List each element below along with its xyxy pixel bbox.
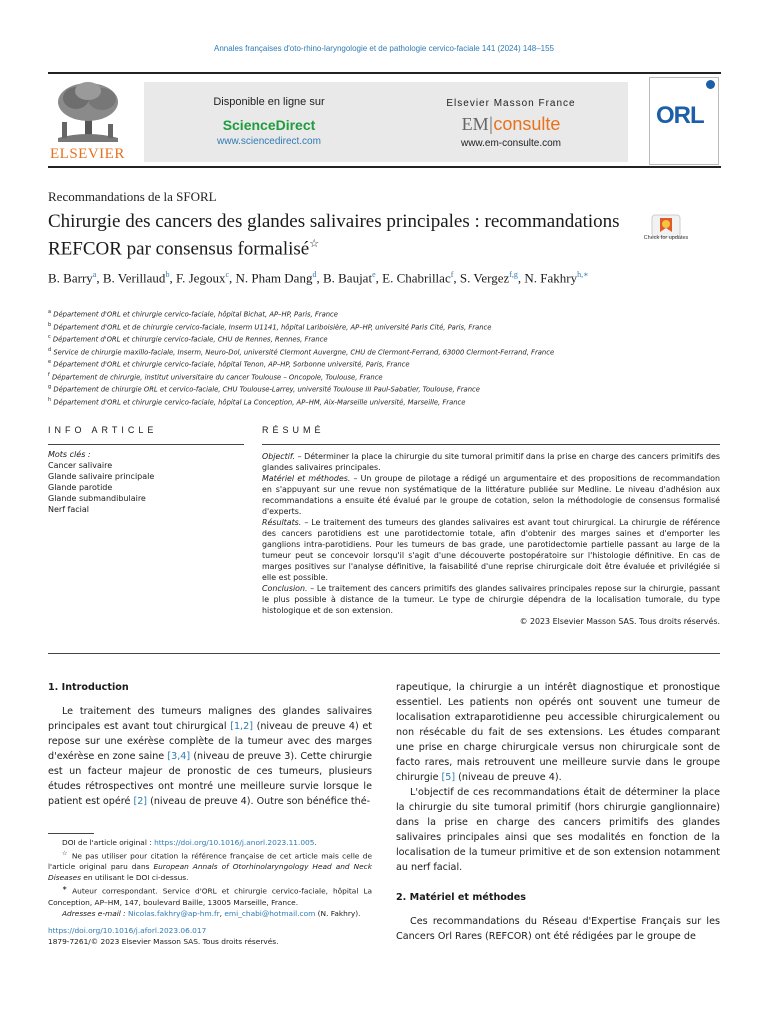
author-name: B. Baujat bbox=[322, 270, 373, 286]
keyword-item: Glande parotide bbox=[48, 483, 113, 492]
author-affiliation-mark[interactable]: f,g bbox=[509, 270, 518, 279]
intro-paragraph: Le traitement des tumeurs malignes des glandes salivaires principales est avant tout chirurgical [1,2] (niveau de preuve 4) et repose sur une exérèse complète de la tumeur avec des marges d'exérèse en zone saine [3,4] (niveau de preuve 3). Cette chirurgie est un facteur majeur de pronostic de ces tumeurs, plusieurs études rétrospectives ont montré une meilleure survie lorsque le patient est opéré [2] (niveau de preuve 4). Outre son bénéfice thé- bbox=[48, 706, 373, 807]
journal-citation[interactable]: Annales françaises d'oto-rhino-laryngologie et de pathologie cervico-faciale 141 (2024) 148–155 bbox=[214, 44, 554, 53]
sciencedirect-link[interactable]: www.sciencedirect.com bbox=[217, 136, 321, 147]
info-article-heading: INFO ARTICLE bbox=[48, 425, 158, 435]
affiliation-item: $^c$ Département d'ORL et chirurgie cervico-faciale, CHU de Rennes, Rennes, France bbox=[48, 334, 328, 344]
methods-paragraph: Ces recommandations du Réseau d'Expertise Français sur les Cancers Orl Rares (REFCOR) ont été rédigées par le groupe de bbox=[396, 916, 720, 942]
author-affiliation-mark[interactable]: f bbox=[450, 270, 454, 279]
citation-link[interactable]: [5] bbox=[441, 772, 456, 783]
email-link[interactable]: emi_chabi@hotmail.com bbox=[224, 908, 316, 918]
author-name: E. Chabrillac bbox=[382, 270, 451, 286]
intro-paragraph: rapeutique, la chirurgie a un intérêt diagnostique et pronostique essentiel. Les patients non opérés ont souvent une tumeur de localisation extraparotidienne peu accessible chirurgicalement ou non résécable du fait de ses extensions. Les études comparant une prise en charge chirurgicale versus non chirurgicale sont de facto rares, mais retrouvent une meilleure survie dans le groupe chirurgie [5] (niveau de preuve 4). bbox=[396, 682, 720, 783]
original-doi-link[interactable]: https://doi.org/10.1016/j.anorl.2023.11.005 bbox=[154, 838, 315, 847]
abstract-conclusion: Conclusion. – Le traitement des cancers primitifs des glandes salivaires principales repose sur la chirurgie, passant le plus possible à distance de la tumeur. Le type de chirurgie dépendra de la localisation tumorale, du type histologique et de son extension. bbox=[262, 584, 720, 615]
author-name: N. Pham Dang bbox=[235, 270, 313, 286]
check-for-updates-label[interactable]: Check for updates bbox=[643, 235, 689, 241]
title-footnote-mark[interactable]: ☆ bbox=[309, 238, 320, 250]
resume-heading: RÉSUMÉ bbox=[262, 425, 325, 435]
abstract-methods: Matériel et méthodes. – Un groupe de pilotage a rédigé un argumentaire et des propositions de recommandation en s'appuyant sur une revue non systématique de la littérature publiée sur Medline. Le niveau d'adhésion aux recommandations a ensuite été évalué par le groupe de cotation, selon la méthodologie de consensus formalisé d'experts. bbox=[262, 474, 720, 516]
page-footer bbox=[48, 925, 278, 947]
publisher-name: Elsevier Masson France bbox=[446, 98, 576, 109]
body-column-left bbox=[48, 680, 372, 809]
article-doi-link[interactable]: https://doi.org/10.1016/j.aforl.2023.06.017 bbox=[48, 926, 207, 935]
keywords-block bbox=[48, 449, 154, 515]
em-consulte-block bbox=[394, 98, 628, 149]
abstract-objective: Objectif. – Déterminer la place la chirurgie du site tumoral primitif dans la prise en charge des cancers primitifs des glandes salivaires principales. bbox=[262, 452, 720, 472]
footnote-emails: Adresses e-mail : Nicolas.fakhry@ap-hm.fr, emi_chabi@hotmail.com (N. Fakhry). bbox=[62, 908, 361, 918]
citation-link[interactable]: [3,4] bbox=[167, 751, 191, 762]
author-affiliation-mark[interactable]: c bbox=[225, 270, 230, 279]
footnote-divider bbox=[48, 833, 94, 834]
article-title: Chirurgie des cancers des glandes salivaires principales : recommandations REFCOR par consensus formalisé☆ bbox=[48, 211, 620, 260]
cover-title: ORL bbox=[656, 102, 704, 129]
keywords-label: Mots clés : bbox=[48, 450, 91, 459]
issn-copyright: 1879-7261/© 2023 Elsevier Masson SAS. Tous droits réservés. bbox=[48, 937, 279, 946]
section-label: Recommandations de la SFORL bbox=[48, 189, 217, 204]
footnotes bbox=[48, 837, 372, 919]
availability-panel bbox=[144, 82, 628, 162]
author-name: F. Jegoux bbox=[175, 270, 226, 286]
abstract bbox=[262, 451, 720, 627]
abstract-results: Résultats. – Le traitement des tumeurs des glandes salivaires est avant tout chirurgical. La chirurgie de référence des cancers parotidiens est une parotidectomie totale, afin d'obtenir des marges saines et d'emporter les ganglions intra-parotidiens. Pour les tumeurs de bas grade, une parotidectomie partielle passant au large de la tumeur peut se concevoir lorsqu'il s'agit d'une découverte postopératoire sur l'histologie définitive. En cas de marges positives sur l'analyse définitive, la faisabilité d'une reprise chirurgicale doit être évaluée et privilégiée si elle est possible. bbox=[262, 518, 720, 582]
available-online-label: Disponible en ligne sur bbox=[213, 96, 325, 108]
author-affiliation-mark[interactable]: h,∗ bbox=[577, 270, 589, 279]
footnote-star: ☆ Ne pas utiliser pour citation la référence française de cet article mais celle de l'article original paru dans European Annals of Otorhinolaryngology Head and Neck Diseases en utilisant le DOI ci-dessus. bbox=[48, 850, 372, 883]
author-list: B. Barry$^a$, B. Verillaud$^b$, F. Jegoux$^c$, N. Pham Dang$^d$, B. Baujat$^e$, E. Chabrillac$^f$, S. Vergez$^{f,g}$, N. Fakhry$^{h,∗}$ bbox=[48, 270, 589, 286]
affiliation-item: $^d$ Service de chirurgie maxillo-faciale, Inserm, Neuro-Dol, université Clermont Auvergne, CHU de Clermont-Ferrand, 63000 Clermont-Ferrand, France bbox=[48, 346, 555, 356]
keywords-list bbox=[48, 460, 154, 515]
footnote-doi: DOI de l'article original : https://doi.org/10.1016/j.anorl.2023.11.005. bbox=[62, 838, 317, 847]
citation-link[interactable]: [1,2] bbox=[230, 721, 253, 732]
keyword-item: Nerf facial bbox=[48, 505, 90, 514]
affiliation-item: $^h$ Département d'ORL et chirurgie cervico-faciale, hôpital La Conception, AP–HM, Aix-Marseille université, Marseille, France bbox=[48, 396, 466, 407]
sciencedirect-block bbox=[144, 96, 394, 147]
divider bbox=[262, 444, 720, 445]
email-link[interactable]: Nicolas.fakhry@ap-hm.fr bbox=[128, 908, 220, 918]
affiliation-list bbox=[48, 307, 728, 408]
keyword-item: Glande submandibulaire bbox=[48, 494, 146, 503]
affiliation-item: $^a$ Département d'ORL et chirurgie cervico-faciale, hôpital Bichat, AP–HP, Paris, France bbox=[48, 309, 338, 319]
keyword-item: Cancer salivaire bbox=[48, 461, 113, 470]
em-consulte-logo[interactable]: EM|consulte bbox=[461, 114, 561, 134]
affiliation-item: $^e$ Département d'ORL et chirurgie cervico-faciale, hôpital Tenon, AP–HP, Sorbonne université, Paris, France bbox=[48, 359, 410, 369]
body-column-right bbox=[396, 680, 720, 944]
author-affiliation-mark[interactable]: a bbox=[92, 270, 97, 279]
check-for-updates-icon[interactable] bbox=[648, 214, 684, 250]
divider bbox=[48, 653, 720, 654]
em-consulte-link[interactable]: www.em-consulte.com bbox=[460, 138, 562, 149]
footnote-corresponding: ∗ Auteur correspondant. Service d'ORL et chirurgie cervico-faciale, hôpital La Conception, AP–HM, 147, boulevard Baille, 13005 Marseille, France. bbox=[48, 885, 372, 907]
section-heading-methods: 2. Matériel et méthodes bbox=[396, 892, 526, 903]
divider bbox=[48, 444, 244, 445]
masthead bbox=[48, 72, 721, 168]
affiliation-item: $^f$ Département de chirurgie, institut universitaire du cancer Toulouse – Oncopole, Toulouse, France bbox=[48, 371, 383, 382]
author-affiliation-mark[interactable]: b bbox=[165, 270, 170, 279]
author-name: N. Fakhry bbox=[524, 270, 578, 286]
elsevier-wordmark: ELSEVIER bbox=[50, 146, 125, 162]
author-name: B. Verillaud bbox=[102, 270, 166, 286]
elsevier-tree-icon bbox=[48, 80, 128, 146]
section-heading-introduction: 1. Introduction bbox=[48, 682, 129, 693]
intro-paragraph: L'objectif de ces recommandations était de déterminer la place la chirurgie du site tumoral primitif (hors chirurgie ganglionnaire) dans la prise en charge des cancers primitifs des glandes salivaires principales ainsi que ses modalités en fonction de la localisation de la tumeur primitive et de son extension notamment au nerf facial. bbox=[396, 787, 720, 873]
citation-link[interactable]: [2] bbox=[133, 796, 148, 807]
cover-badge-icon bbox=[706, 80, 715, 89]
sciencedirect-name[interactable]: ScienceDirect bbox=[222, 117, 316, 133]
journal-cover-thumbnail[interactable] bbox=[649, 77, 719, 165]
author-name: B. Barry bbox=[48, 270, 93, 286]
affiliation-item: $^g$ Département de chirurgie ORL et cervico-faciale, CHU Toulouse-Larrey, université Toulouse III Paul-Sabatier, Toulouse, France bbox=[48, 384, 480, 394]
keyword-item: Glande salivaire principale bbox=[48, 472, 155, 481]
author-name: S. Vergez bbox=[459, 270, 510, 286]
author-affiliation-mark[interactable]: e bbox=[372, 270, 376, 279]
author-affiliation-mark[interactable]: d bbox=[312, 270, 317, 279]
elsevier-logo bbox=[48, 80, 128, 166]
abstract-copyright: © 2023 Elsevier Masson SAS. Tous droits réservés. bbox=[519, 617, 720, 626]
affiliation-item: $^b$ Département d'ORL et de chirurgie cervico-faciale, Inserm U1141, hôpital Lariboisière, AP–HP, université Paris Cité, Paris, France bbox=[48, 321, 492, 331]
